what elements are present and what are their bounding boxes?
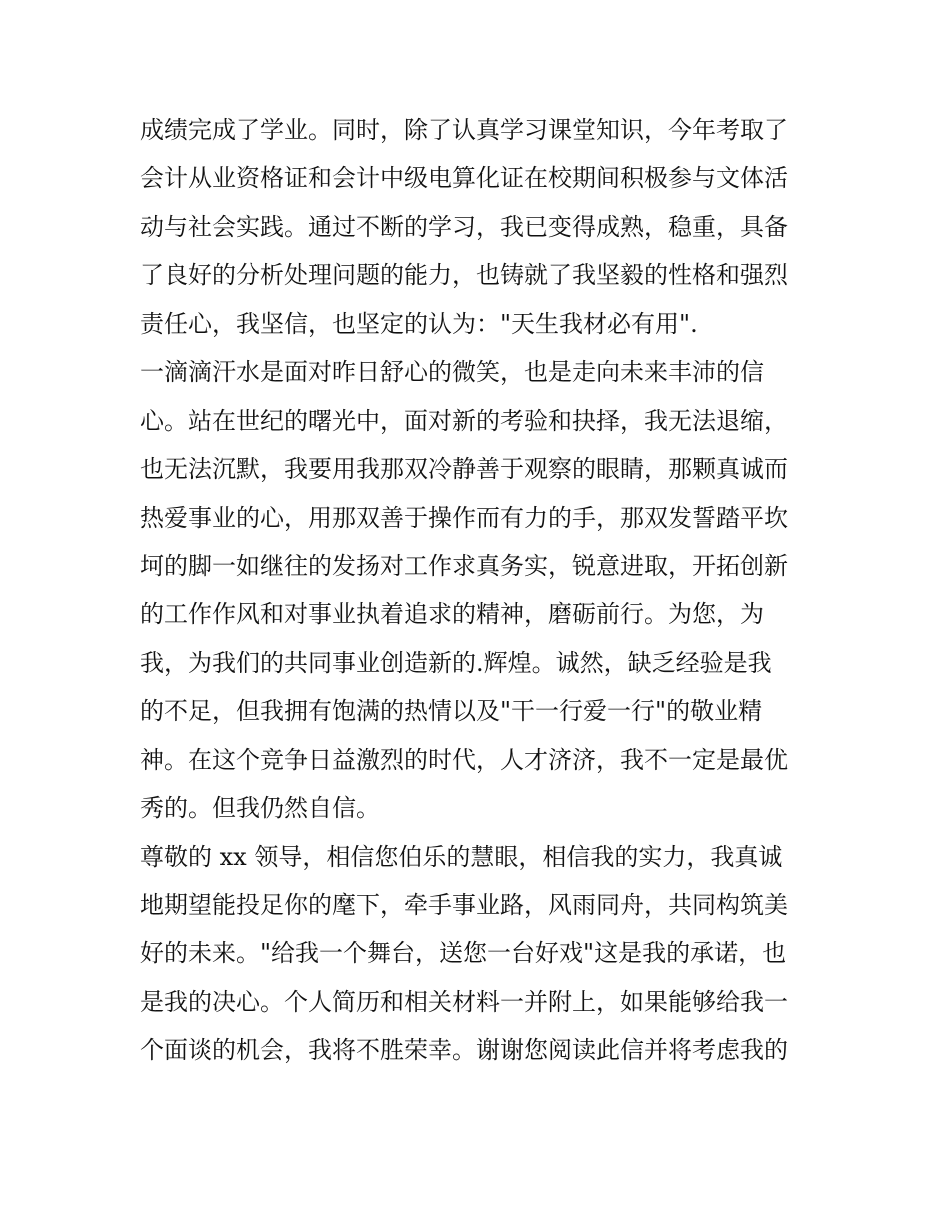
text-line: 成绩完成了学业。同时，除了认真学习课堂知识，今年考取了 [140,116,788,144]
text-line: 好的未来。"给我一个舞台，送您一台好戏"这是我的承诺，也 [140,939,787,968]
text-line: 我，为我们的共同事业创造新的.辉煌。诚然，缺乏经验是我 [140,648,772,677]
text-line: 是我的决心。个人简历和相关材料一并附上，如果能够给我一 [140,987,788,1016]
text-line: 心。站在世纪的曙光中，面对新的考验和抉择，我无法退缩， [140,406,788,435]
text-line: 地期望能投足你的麾下，牵手事业路，风雨同舟，共同构筑美 [140,891,788,919]
text-line: 的不足，但我拥有饱满的热情以及"干一行爱一行"的敬业精 [140,697,763,726]
text-line: 动与社会实践。通过不断的学习，我已变得成熟，稳重，具备 [140,212,788,241]
text-line: 坷的脚一如继往的发扬对工作求真务实，锐意进取，开拓创新 [140,551,788,580]
text-line: 秀的。但我仍然自信。 [140,794,380,823]
letter-body [140,106,820,1075]
text-line: 了良好的分析处理问题的能力，也铸就了我坚毅的性格和强烈 [140,261,788,290]
text-line: 热爱事业的心，用那双善于操作而有力的手，那双发誓踏平坎 [140,503,788,532]
text-line: 一滴滴汗水是面对昨日舒心的微笑，也是走向未来丰沛的信 [140,358,764,387]
text-line: 个面谈的机会，我将不胜荣幸。谢谢您阅读此信并将考虑我的 [140,1036,788,1065]
text-line: 尊敬的 xx 领导，相信您伯乐的慧眼，相信我的实力，我真诚 [140,842,783,871]
text-line: 也无法沉默，我要用我那双冷静善于观察的眼睛，那颗真诚而 [140,455,788,484]
text-line: 神。在这个竞争日益激烈的时代，人才济济，我不一定是最优 [140,745,788,774]
text-line: 责任心，我坚信，也坚定的认为："天生我材必有用". [140,309,698,338]
text-line: 会计从业资格证和会计中级电算化证在校期间积极参与文体活 [140,164,788,193]
text-line: 的工作作风和对事业执着追求的精神，磨砺前行。为您，为 [140,600,764,629]
